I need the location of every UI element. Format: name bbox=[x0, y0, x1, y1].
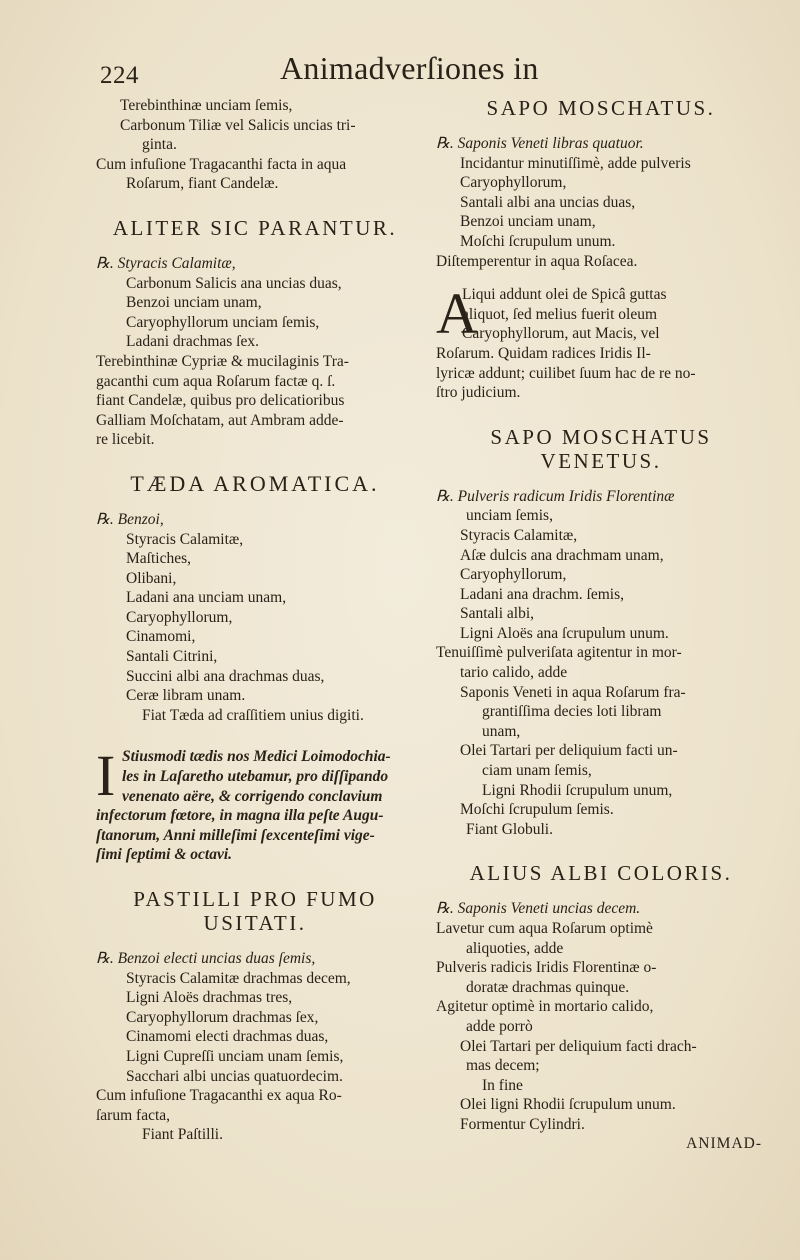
recipe-line: Succini albi ana drachmas duas, bbox=[126, 667, 325, 685]
recipe-line: Formentur Cylindri. bbox=[460, 1115, 585, 1133]
recipe-line: ℞. Benzoi electi uncias duas ſemis, bbox=[96, 950, 316, 967]
recipe-line: In fine bbox=[482, 1076, 523, 1094]
drop-cap: A bbox=[436, 281, 478, 347]
text-line: Cum infuſione Tragacanthi facta in aqua bbox=[96, 155, 347, 173]
page-header bbox=[92, 44, 752, 94]
recipe-line: Styracis Calamitæ drachmas decem, bbox=[126, 969, 351, 987]
section-heading-veneti-2: VENETUS. bbox=[540, 448, 662, 473]
recipe-line: Lavetur cum aqua Roſarum optimè bbox=[436, 920, 653, 937]
recipe-line: Santali albi ana uncias duas, bbox=[460, 193, 636, 211]
commentary-line: infectorum fœtore, in magna illa peſte Augu- bbox=[96, 807, 384, 825]
recipe-line: Tenuiſſimè pulveriſata agitentur in mor- bbox=[436, 644, 682, 662]
commentary-line: ſimi ſeptimi & octavi. bbox=[96, 846, 233, 864]
recipe-line: Agitetur optimè in mortario calido, bbox=[436, 998, 654, 1016]
recipe-line: Fiat Tæda ad craſſitiem unius digiti. bbox=[142, 706, 364, 724]
section-heading-aliter: ALITER SIC PARANTUR. bbox=[112, 215, 398, 240]
recipe-line: ℞. Benzoi, bbox=[96, 510, 164, 528]
commentary-line: ſtanorum, Anni milleſimi ſexcenteſimi vige- bbox=[96, 826, 375, 844]
recipe-line: Fiant Globuli. bbox=[466, 820, 553, 838]
commentary-line: ſtro judicium. bbox=[436, 384, 521, 402]
recipe-line: adde porrò bbox=[466, 1017, 533, 1035]
drop-cap: I bbox=[96, 743, 116, 809]
recipe-line: Caryophyllorum drachmas ſex, bbox=[126, 1008, 319, 1026]
recipe-line: unam, bbox=[482, 722, 521, 740]
section-heading-sapo: SAPO MOSCHATUS. bbox=[486, 96, 716, 120]
recipe-line: unciam ſemis, bbox=[466, 507, 553, 525]
recipe-line: Cum infuſione Tragacanthi ex aqua Ro- bbox=[96, 1087, 342, 1105]
recipe-line: Olei Tartari per deliquium facti un- bbox=[460, 742, 678, 760]
section-heading-pastilli-2: USITATI. bbox=[203, 911, 307, 935]
recipe-line: tario calido, adde bbox=[460, 664, 568, 682]
recipe-line: ℞. Saponis Veneti uncias decem. bbox=[436, 900, 641, 918]
commentary-paragraph bbox=[96, 743, 414, 865]
recipe-line: Benzoi unciam unam, bbox=[460, 213, 596, 231]
commentary-line: les in Laſaretho utebamur, pro diſſipando bbox=[122, 768, 389, 786]
recipe-line: gacanthi cum aqua Roſarum factæ q. ſ. bbox=[96, 372, 336, 390]
recipe-line: mas decem; bbox=[466, 1057, 540, 1075]
recipe-line: Aſæ dulcis ana drachmam unam, bbox=[460, 546, 664, 564]
commentary-line: Roſarum. Quidam radices Iridis Il- bbox=[436, 344, 651, 362]
recipe-line: Sacchari albi uncias quatuordecim. bbox=[126, 1067, 343, 1085]
commentary-line: aliquot, ſed melius fuerit oleum bbox=[462, 305, 657, 323]
recipe-line: Olibani, bbox=[126, 569, 177, 587]
recipe-line: Carbonum Salicis ana uncias duas, bbox=[126, 274, 342, 292]
commentary-line: lyricæ addunt; cuilibet ſuum hac de re no- bbox=[436, 364, 696, 382]
recipe-line: Ligni Rhodii ſcrupulum unum, bbox=[482, 781, 673, 799]
recipe-line: Cinamomi, bbox=[126, 628, 196, 646]
recipe-line: Olei Tartari per deliquium facti drach- bbox=[460, 1037, 697, 1055]
text-line: ginta. bbox=[142, 136, 177, 154]
right-column bbox=[436, 96, 766, 1153]
recipe-line: Pulveris radicis Iridis Florentinæ o- bbox=[436, 959, 657, 977]
recipe-line: Caryophyllorum, bbox=[460, 174, 567, 192]
recipe-line: Caryophyllorum unciam ſemis, bbox=[126, 313, 320, 331]
recipe-line: Ladani ana drachm. ſemis, bbox=[460, 585, 624, 603]
commentary-line: Caryophyllorum, aut Macis, vel bbox=[462, 325, 660, 343]
recipe-line: Ligni Aloës ana ſcrupulum unum. bbox=[460, 624, 669, 642]
recipe-line: Diſtemperentur in aqua Roſacea. bbox=[436, 252, 638, 270]
catchword: ANIMAD- bbox=[686, 1134, 762, 1152]
recipe-line: Caryophyllorum, bbox=[460, 566, 567, 584]
recipe-line: Cinamomi electi drachmas duas, bbox=[126, 1028, 329, 1046]
recipe-line: fiant Candelæ, quibus pro delicatioribus bbox=[96, 392, 345, 410]
commentary-line: venenato aëre, & corrigendo conclavium bbox=[122, 787, 383, 805]
running-head: Animadverſiones in bbox=[280, 50, 539, 86]
commentary-line: Stiusmodi tædis nos Medici Loimodochia- bbox=[122, 748, 391, 766]
recipe-line: ℞. Pulveris radicum Iridis Florentinæ bbox=[436, 487, 675, 505]
recipe-line: ℞. Styracis Calamitæ, bbox=[96, 254, 236, 272]
left-column bbox=[96, 96, 414, 1145]
recipe-line: aliquoties, adde bbox=[466, 939, 564, 957]
recipe-line: Ligni Cupreſſi unciam unam ſemis, bbox=[126, 1047, 344, 1065]
recipe-line: Styracis Calamitæ, bbox=[460, 526, 578, 544]
recipe-line: Moſchi ſcrupulum ſemis. bbox=[460, 801, 614, 819]
recipe-line: Moſchi ſcrupulum unum. bbox=[460, 232, 616, 250]
text-line: Carbonum Tiliæ vel Salicis uncias tri- bbox=[120, 116, 356, 134]
recipe-line: Saponis Veneti in aqua Roſarum fra- bbox=[460, 683, 686, 701]
text-line: Terebinthinæ unciam ſemis, bbox=[120, 97, 293, 114]
recipe-line: Incidantur minutiſſimè, adde pulveris bbox=[460, 154, 691, 172]
recipe-line: Galliam Moſchatam, aut Ambram adde- bbox=[96, 411, 344, 429]
section-heading-veneti: SAPO MOSCHATUS bbox=[490, 424, 712, 449]
section-heading-albi: ALIUS ALBI COLORIS. bbox=[469, 861, 733, 886]
section-heading-pastilli: PASTILLI PRO FUMO bbox=[133, 887, 377, 911]
recipe-line: Benzoi unciam unam, bbox=[126, 294, 262, 312]
recipe-line: Ladani drachmas ſex. bbox=[126, 333, 259, 351]
recipe-line: Ceræ libram unam. bbox=[126, 687, 246, 705]
recipe-line: Styracis Calamitæ, bbox=[126, 530, 244, 548]
recipe-line: ſarum facta, bbox=[96, 1106, 171, 1124]
page-number: 224 bbox=[100, 62, 139, 89]
commentary-line: Liqui addunt olei de Spicâ guttas bbox=[462, 286, 667, 304]
recipe-line: Caryophyllorum, bbox=[126, 608, 233, 626]
recipe-line: Santali Citrini, bbox=[126, 648, 218, 666]
recipe-line: re licebit. bbox=[96, 431, 155, 449]
commentary-paragraph bbox=[436, 281, 766, 403]
recipe-line: Santali albi, bbox=[460, 605, 535, 623]
section-heading-taeda: TÆDA AROMATICA. bbox=[130, 470, 380, 496]
text-line: Roſarum, fiant Candelæ. bbox=[126, 175, 279, 193]
recipe-line: Ligni Aloës drachmas tres, bbox=[126, 989, 293, 1007]
recipe-line: Ladani ana unciam unam, bbox=[126, 589, 287, 607]
recipe-line: ℞. Saponis Veneti libras quatuor. bbox=[436, 135, 644, 152]
recipe-line: grantiſſima decies loti libram bbox=[482, 703, 662, 721]
recipe-line: Olei ligni Rhodii ſcrupulum unum. bbox=[460, 1096, 676, 1114]
recipe-line: Maſtiches, bbox=[126, 550, 191, 568]
recipe-line: Terebinthinæ Cypriæ & mucilaginis Tra- bbox=[96, 352, 349, 370]
recipe-line: doratæ drachmas quinque. bbox=[466, 978, 630, 996]
recipe-line: ciam unam ſemis, bbox=[482, 762, 592, 780]
recipe-line: Fiant Paſtilli. bbox=[142, 1126, 223, 1144]
